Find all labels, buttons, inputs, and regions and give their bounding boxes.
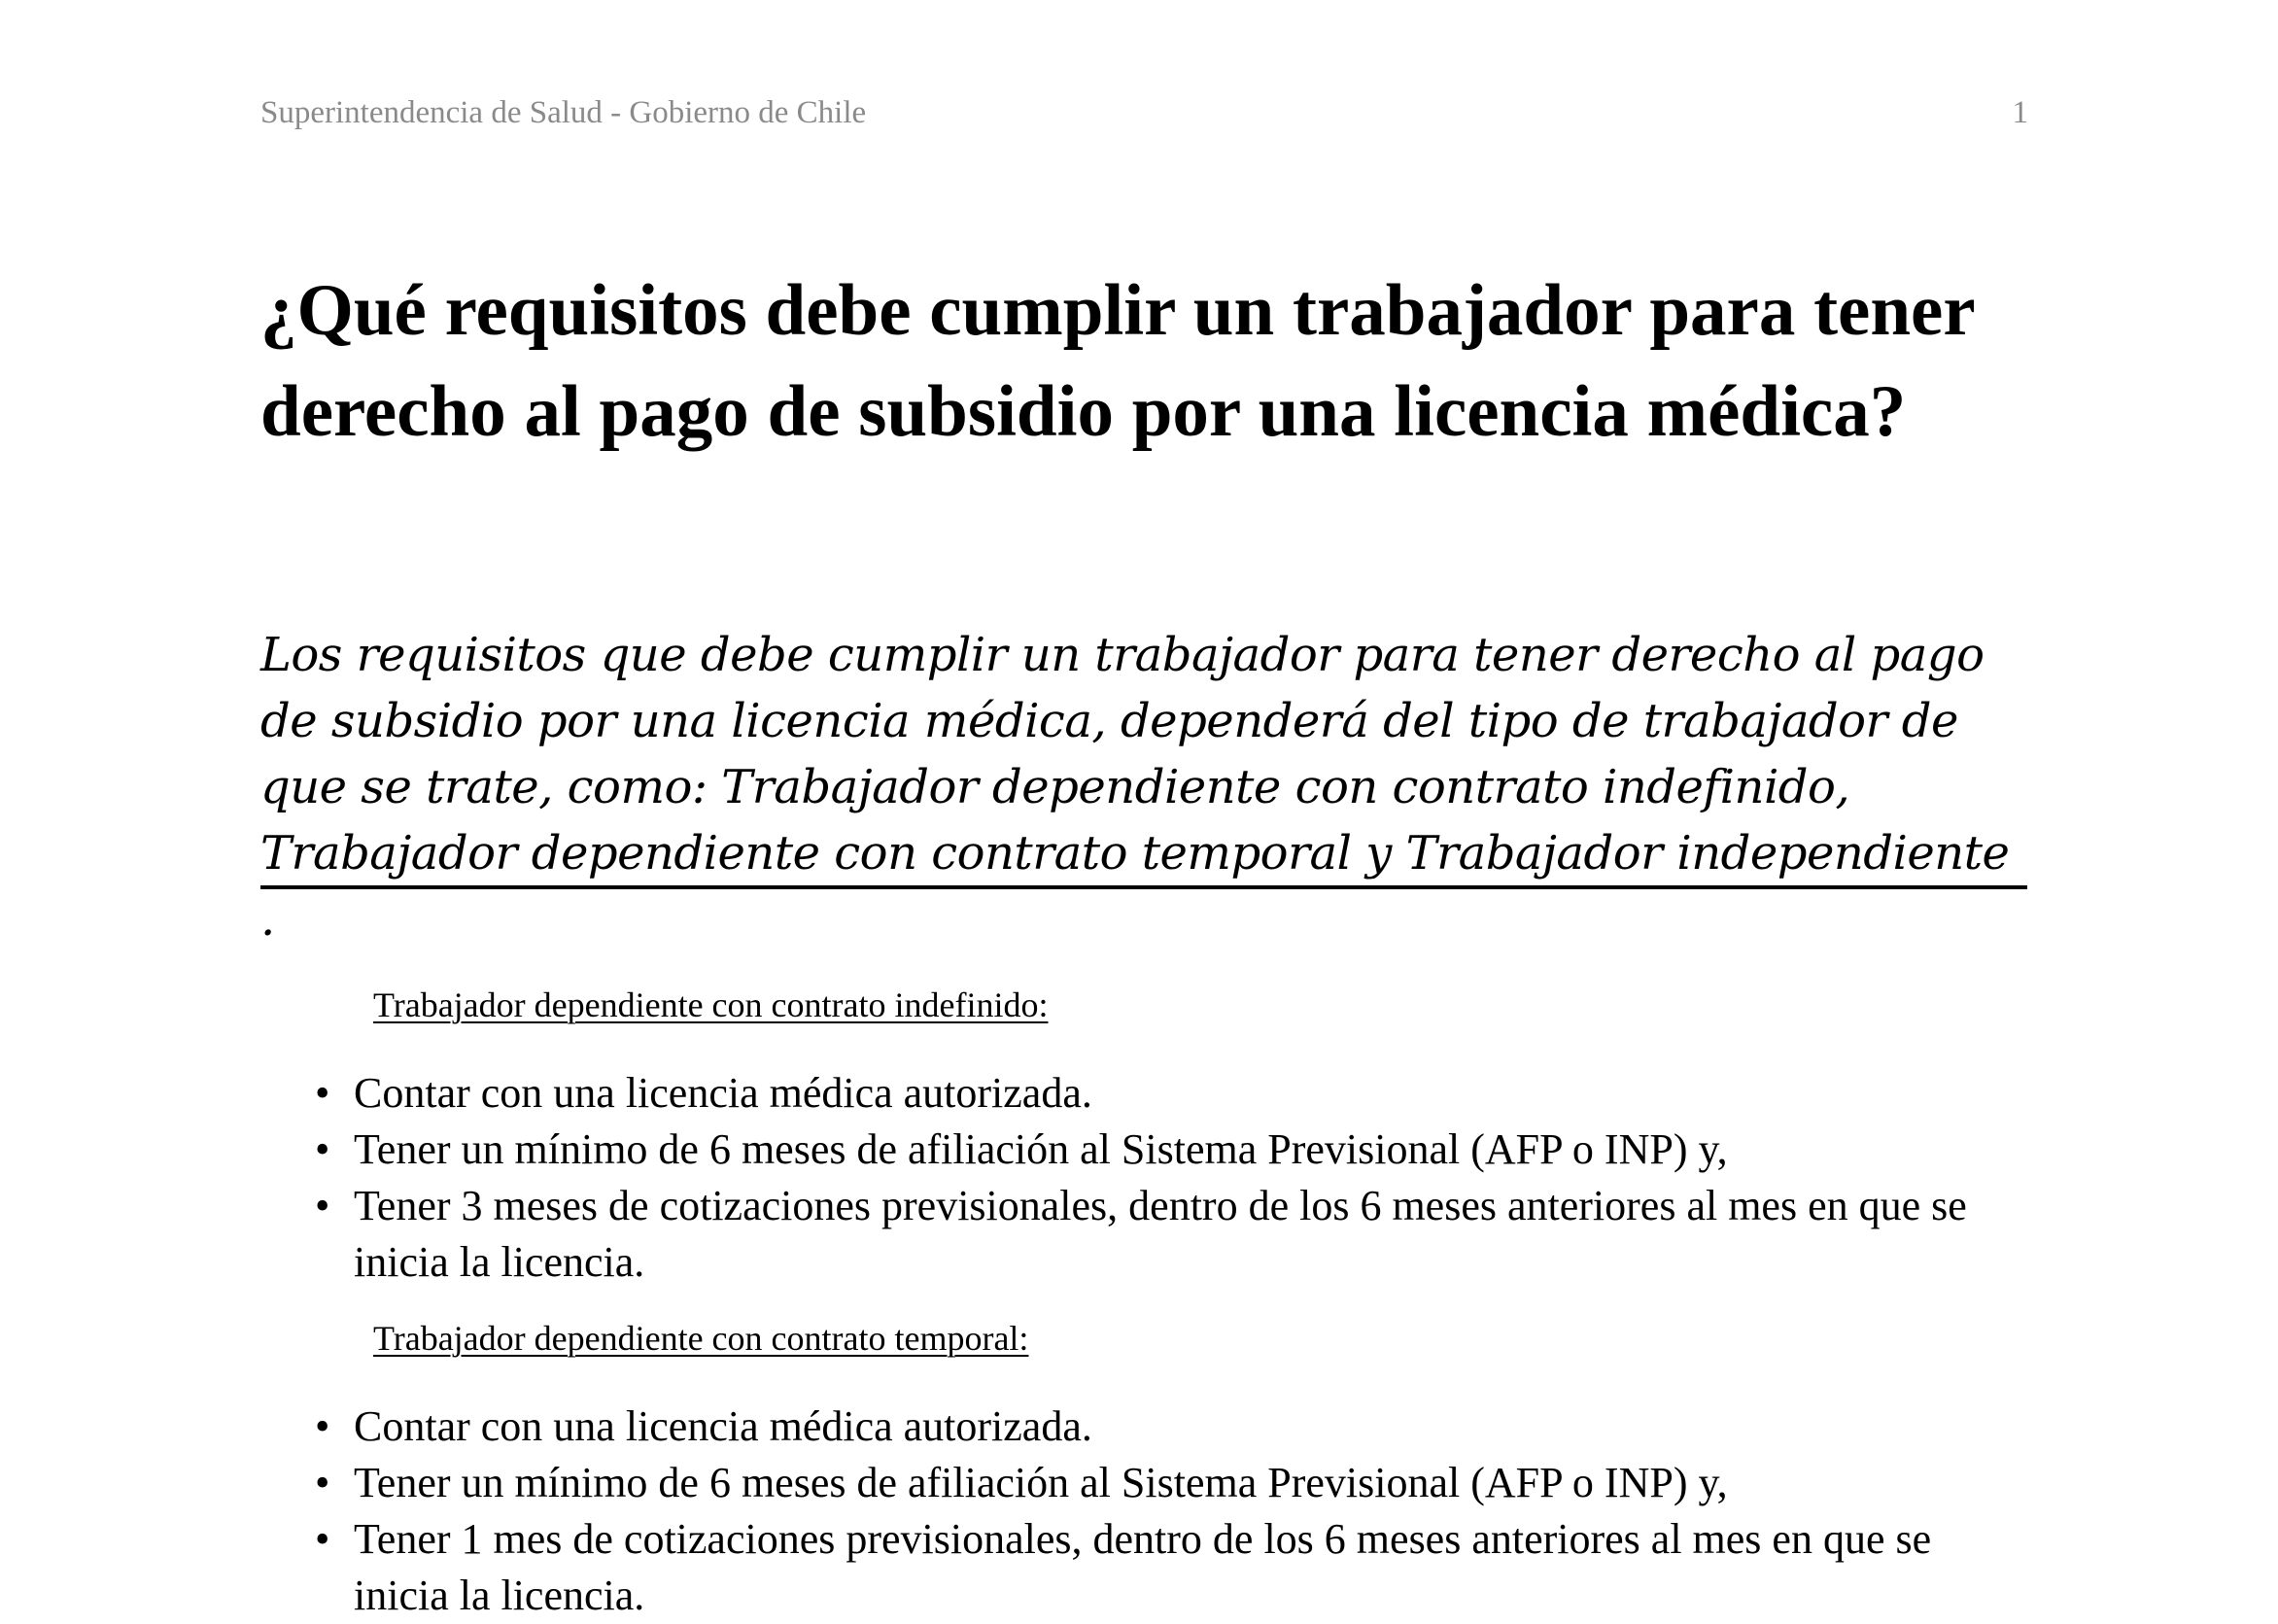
- list-item-text: Tener un mínimo de 6 meses de afiliación al Sistema Previsional (AFP o INP) y,: [354, 1125, 1728, 1173]
- page-number: 1: [2012, 95, 2028, 130]
- list-item-text: Contar con una licencia médica autorizada.: [354, 1069, 1092, 1117]
- requirements-list: [260, 1065, 2029, 1291]
- bullet-icon: •: [315, 1402, 330, 1450]
- section-heading: Trabajador dependiente con contrato indefinido:: [373, 985, 1049, 1024]
- bullet-icon: •: [315, 1459, 330, 1506]
- list-item: [260, 1399, 2029, 1455]
- bullet-icon: •: [315, 1069, 330, 1117]
- bullet-icon: •: [315, 1125, 330, 1173]
- list-item-text: Contar con una licencia médica autorizada.: [354, 1402, 1092, 1450]
- summary-divider: [260, 885, 2027, 889]
- section-contrato-indefinido: [260, 982, 2029, 1291]
- bullet-icon: •: [315, 1515, 330, 1563]
- list-item: [260, 1178, 2029, 1291]
- requirements-list: [260, 1399, 2029, 1624]
- header-organization: Superintendencia de Salud - Gobierno de Chile: [260, 95, 867, 130]
- bullet-icon: •: [315, 1182, 330, 1229]
- summary-paragraph: Los requisitos que debe cumplir un trabajador para tener derecho al pago de subsidio por una licencia médica, dependerá del tipo de trabajador de que se trate, como: Trabajador dependiente con contrato indefinido, Trabajador dependiente con contrato temporal y Trabajador independiente .: [260, 628, 2010, 947]
- list-item-text: Tener 1 mes de cotizaciones previsionales, dentro de los 6 meses anteriores al mes en que se inicia la licencia.: [354, 1515, 1932, 1619]
- list-item: [260, 1511, 2029, 1624]
- list-item: [260, 1122, 2029, 1178]
- list-item: [260, 1455, 2029, 1511]
- section-contrato-temporal: [260, 1315, 2029, 1624]
- list-item-text: Tener 3 meses de cotizaciones previsionales, dentro de los 6 meses anteriores al mes en que se inicia la licencia.: [354, 1182, 1967, 1286]
- list-item-text: Tener un mínimo de 6 meses de afiliación al Sistema Previsional (AFP o INP) y,: [354, 1459, 1728, 1506]
- page-title: ¿Qué requisitos debe cumplir un trabajador para tener derecho al pago de subsidio por una licencia médica?: [260, 270, 1975, 452]
- section-heading: Trabajador dependiente con contrato temporal:: [373, 1319, 1029, 1358]
- list-item: [260, 1065, 2029, 1122]
